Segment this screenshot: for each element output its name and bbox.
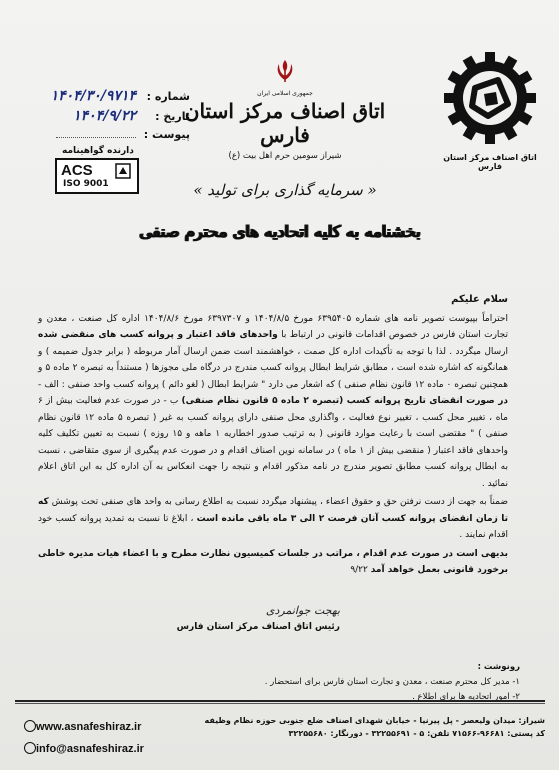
signature-block bbox=[120, 604, 340, 632]
circular-banner: بخشنامه به کلیه اتحادیه های محترم صنفی bbox=[139, 222, 421, 241]
number-value: ۱۴۰۴/۳۰/۹۷۱۴ bbox=[50, 88, 136, 104]
footer-contact: کد پستی: ۹۶۶۸۱-۷۱۵۶۶ تلفن: ۵ - ۳۲۲۵۵۶۹۱ - دورنگار: ۳۲۲۵۵۶۸۰ bbox=[288, 729, 545, 738]
paragraph-1 bbox=[38, 311, 508, 493]
motto: « سرمایه گذاری برای تولید » bbox=[193, 181, 377, 199]
paragraph-5-end: ۹/۲۲ bbox=[350, 565, 368, 575]
meta-number-row bbox=[40, 88, 190, 108]
copy-item-1: ۱- مدیر کل محترم صنعت ، معدن و تجارت استان فارس برای استحضار . bbox=[264, 677, 520, 687]
footer-address-block bbox=[200, 714, 545, 740]
certificate-brand: ACS bbox=[61, 162, 93, 179]
paragraph-4 bbox=[38, 494, 508, 544]
copy-item-2: ۲- امور اتحادیه ها برای اطلاع . bbox=[412, 692, 520, 702]
copies-title: رونوشت : bbox=[477, 662, 520, 672]
logo-caption: اتاق اصناف مرکز استان فارس bbox=[443, 153, 537, 171]
meta-attachment-row bbox=[40, 128, 190, 148]
iran-emblem-icon bbox=[273, 58, 297, 84]
paragraph-4-bold: که تا زمان انقضای پروانه کسب آنان فرصت ۲ الی ۳ ماه باقی مانده است bbox=[38, 497, 508, 524]
paragraph-4-text: ضمناً به جهت از دست نرفتن حق و حقوق اعضاء ، پیشنهاد میگردد نسبت به اطلاع رسانی به واحد های صنفی تحت پوشش bbox=[51, 497, 508, 507]
footer-rule-thin bbox=[15, 703, 545, 704]
email-text: info@asnafeshiraz.ir bbox=[36, 743, 144, 755]
paragraph-2-text: ارسال میگردد . لذا با توجه به تأکیدات اداره کل صمت ، خواهشمند است ضمن ارسال آمار مربوطه ( برابر جدول ضمیمه ) و همانگونه که اشاره شده است ، مطابق شرایط ابطال پروانه کسب مندرج در درگاه ملی مجوزها ( مستنداً به تبصره ۲ ماده ۵ و همچنین تبصره ۰ ماده ۱۲ قانون نظام صنفی ) که اشعار می دارد " شرایط ابطال ( لغو دائم ) پروانه کسب واحد صنفی : الف - bbox=[38, 346, 508, 390]
footer bbox=[0, 700, 559, 770]
signatory-title: رئیس اتاق اصناف مرکز استان فارس bbox=[176, 622, 340, 632]
organization-title: اتاق اصناف مرکز استان فارس bbox=[184, 99, 386, 147]
paragraph-5-bold: بدیهی است در صورت عدم اقدام ، مراتب در جلسات کمیسیون نظارت مطرح و با اعضاء هیات مدیره خاطی برخورد قانونی بعمل خواهد آمد bbox=[38, 548, 508, 575]
greeting: سلام علیکم bbox=[451, 294, 508, 305]
meta-date-row bbox=[40, 108, 190, 128]
footer-rule bbox=[15, 700, 545, 702]
letter-body bbox=[38, 292, 508, 581]
paragraph-1-bold: واحدهای فاقد اعتبار و پروانه کسب های منقضی شده bbox=[38, 330, 278, 340]
certificate-mark-icon bbox=[115, 163, 131, 179]
email-icon bbox=[24, 742, 36, 754]
letter-meta bbox=[40, 88, 190, 148]
paragraph-1-text: احتراماً بپیوست تصویر نامه های شماره ۶۳۹۵۴۰۵ مورخ ۱۴۰۴/۸/۵ و ۶۳۹۷۳۰۷ مورخ ۱۴۰۴/۸/۶ اداره کل صنعت ، معدن و تجارت استان فارس در خصوص اقدامات قانونی در ارتباط با bbox=[38, 313, 508, 340]
number-label: شماره : bbox=[146, 90, 190, 103]
copies-section bbox=[150, 660, 520, 705]
attachment-line bbox=[56, 137, 136, 138]
organization-heading bbox=[170, 58, 400, 199]
certificate-label: دارنده گواهینامه bbox=[62, 146, 134, 156]
paragraph-4-end: ، ابلاغ تا نسبت به تمدید پروانه کسب خود اقدام نمایند . bbox=[38, 513, 508, 540]
paragraph-5 bbox=[38, 546, 508, 579]
signatory-name: بهجت جوانمردی bbox=[265, 604, 340, 617]
attachment-label: پیوست : bbox=[143, 128, 190, 141]
footer-email[interactable] bbox=[20, 742, 144, 755]
paragraph-3-text: ب - در صورت عدم فعالیت بیش از ۶ ماه ، تغییر محل کسب ، تغییر نوع فعالیت ، واگذاری محل صنفی دارای پروانه کسب به غیر ( تبصره ۵ ماده ۱۲ قانون نظام صنفی ) " مقتضی است با رعایت موارد قانونی ( به ترتیب صدور اخطاریه ۱ ماهه و ۱۵ روزه ) نسبت به تعیین تکلیف کلیه واحدهای فاقد اعتبار ( منقضی بیش از ۱ ماه ) در سامانه نوین اصناف اقدام و در صورت عدم پیگیری از سوی متقاضی ، نسبت به ابطال پروانه کسب مطابق تصویر مندرج در نامه مذکور اقدام و نتیجه را جهت انعکاس به آن اداره کل به این اتاق اعلام نمائید . bbox=[38, 396, 509, 489]
footer-website[interactable] bbox=[20, 720, 141, 733]
globe-icon bbox=[24, 720, 36, 732]
guild-chamber-logo bbox=[435, 50, 545, 171]
iso-certificate-badge bbox=[55, 158, 139, 194]
website-text: www.asnafeshiraz.ir bbox=[36, 721, 142, 733]
organization-subtitle: شیراز سومین حرم اهل بیت (ع) bbox=[228, 151, 342, 161]
date-label: تاریخ : bbox=[155, 110, 190, 123]
certificate-standard: ISO 9001 bbox=[63, 179, 109, 189]
date-value: ۱۴۰۴/۹/۲۲ bbox=[73, 108, 136, 124]
gear-logo-icon bbox=[435, 50, 545, 150]
country-subtitle: جمهوری اسلامی ایران bbox=[257, 90, 313, 97]
footer-address: شیراز: میدان ولیعصر - پل پیرنیا - خیابان شهدای اصناف ضلع جنوبی حوزه نظام وظیفه bbox=[204, 716, 545, 725]
paragraph-2-bold: در صورت انقضای تاریخ پروانه کسب (تبصره ۲ ماده ۵ قانون نظام صنفی) bbox=[181, 396, 509, 406]
letterhead bbox=[0, 0, 559, 199]
